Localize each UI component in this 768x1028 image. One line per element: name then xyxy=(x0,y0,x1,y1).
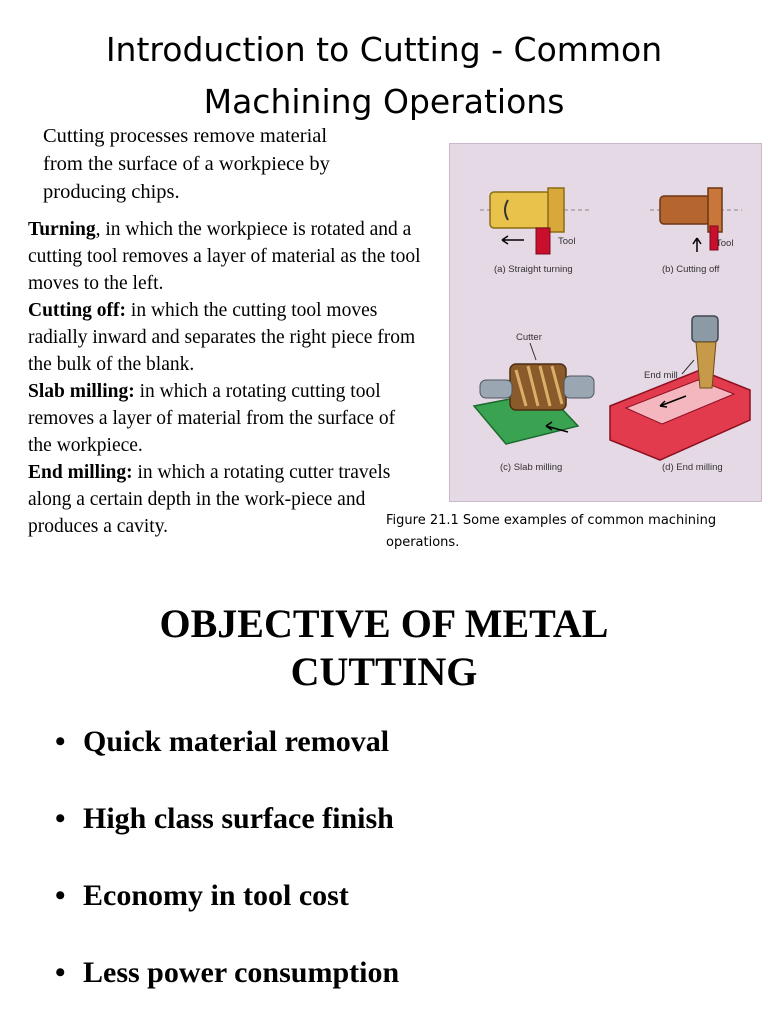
definition-text: , in which the workpiece is rotated and a cutting tool removes a layer of material as the tool moves to the left. xyxy=(28,219,421,294)
caption-line-1: Figure 21.1 Some examples of common machining xyxy=(386,513,717,528)
straight-turning-illustration xyxy=(480,188,590,275)
bullet-text: High class surface finish xyxy=(83,802,394,835)
cutting-off-illustration xyxy=(650,188,742,275)
objective-line-1: OBJECTIVE OF METAL xyxy=(159,601,609,646)
definition-term: Turning xyxy=(28,219,96,240)
definition-text: in which the cutting tool moves radially inward and separates the right piece from the bulk of the blank. xyxy=(28,300,416,375)
end-milling-illustration xyxy=(610,316,750,473)
objective-heading xyxy=(0,600,768,696)
objective-list xyxy=(55,720,399,1028)
tool-label-b: Tool xyxy=(716,238,734,249)
definition-slab-milling xyxy=(28,378,423,459)
cutter-label: Cutter xyxy=(516,332,542,343)
slide-title xyxy=(0,24,768,128)
slab-milling-illustration xyxy=(474,332,594,473)
title-line-2: Machining Operations xyxy=(203,82,565,121)
list-item xyxy=(55,797,399,874)
bullet-text: Economy in tool cost xyxy=(83,879,349,912)
bullet-text: Quick material removal xyxy=(83,725,390,758)
bullet-dot: • xyxy=(55,802,66,835)
caption-cutting-off: (b) Cutting off xyxy=(662,264,720,275)
intro-paragraph xyxy=(43,122,403,206)
caption-slab-milling: (c) Slab milling xyxy=(500,462,563,473)
definition-term: Cutting off: xyxy=(28,300,127,321)
machining-illustration xyxy=(450,144,761,501)
definitions-list xyxy=(28,216,423,540)
list-item xyxy=(55,951,399,1028)
definition-term: Slab milling: xyxy=(28,381,135,402)
objective-line-2: CUTTING xyxy=(290,649,478,694)
list-item xyxy=(55,874,399,951)
intro-line-2: from the surface of a workpiece by xyxy=(43,153,330,175)
caption-end-milling: (d) End milling xyxy=(662,462,723,473)
intro-line-1: Cutting processes remove material xyxy=(43,125,328,147)
definition-text: in which a rotating cutting tool removes a layer of material from the surface of the workpiece. xyxy=(28,381,396,456)
intro-line-3: producing chips. xyxy=(43,181,180,203)
definition-end-milling xyxy=(28,459,423,540)
definition-term: End milling: xyxy=(28,462,133,483)
definition-turning xyxy=(28,216,423,297)
definition-text: in which a rotating cutter travels along a certain depth in the work-piece and produces a cavity. xyxy=(28,462,391,537)
end-mill-label: End mill xyxy=(644,370,678,381)
machining-figure xyxy=(449,143,762,502)
definition-cutting-off xyxy=(28,297,423,378)
bullet-dot: • xyxy=(55,725,66,758)
figure-caption xyxy=(386,510,756,554)
list-item xyxy=(55,720,399,797)
tool-label-a: Tool xyxy=(558,236,576,247)
caption-straight-turning: (a) Straight turning xyxy=(494,264,573,275)
caption-line-2: operations. xyxy=(386,535,460,550)
bullet-text: Less power consumption xyxy=(83,956,400,989)
bullet-dot: • xyxy=(55,879,66,912)
bullet-dot: • xyxy=(55,956,66,989)
title-line-1: Introduction to Cutting - Common xyxy=(105,30,663,69)
